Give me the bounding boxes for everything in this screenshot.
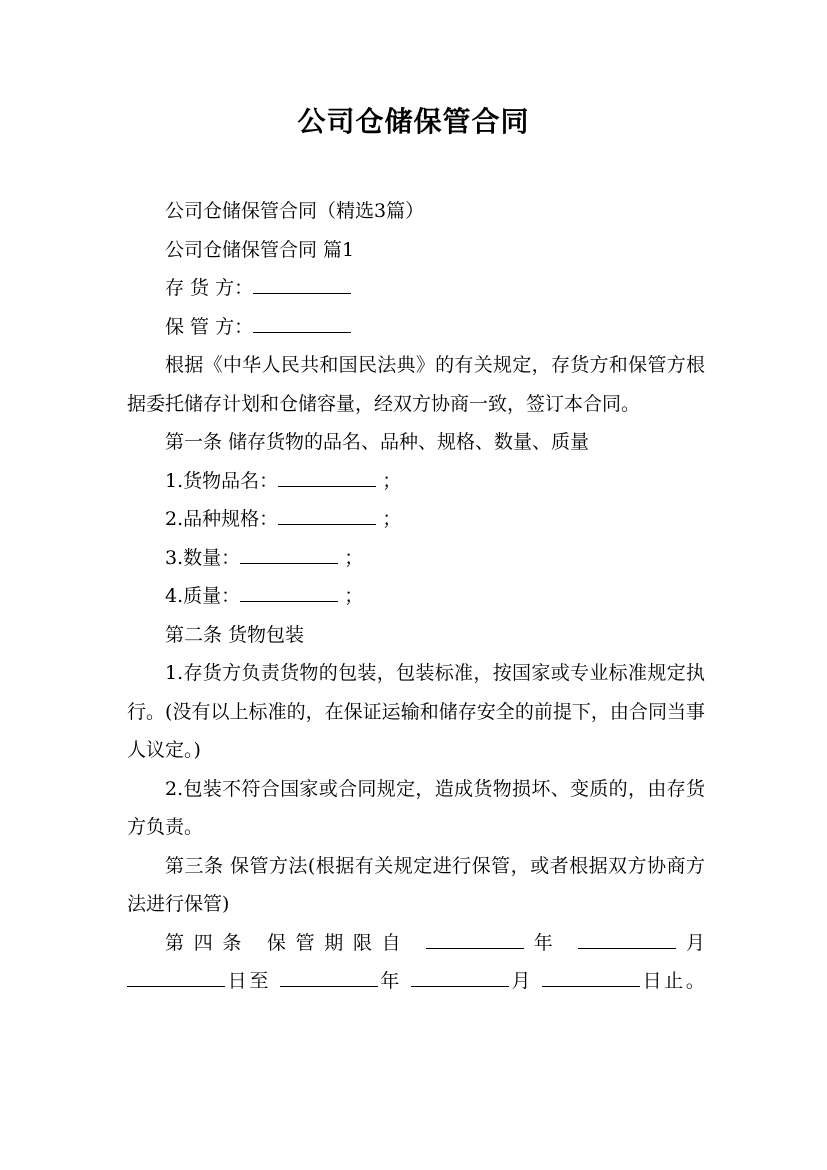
item-end: ； [382, 508, 402, 530]
article-1-heading: 第一条 储存货物的品名、品种、规格、数量、质量 [165, 431, 590, 453]
article-4-line-2 [127, 962, 705, 1001]
item-label: 3.数量： [165, 546, 241, 569]
article-2-paragraph-1: 1.存货方负责货物的包装，包装标准，按国家或专业标准规定执行。(没有以上标准的，在保证运输和储存安全的前提下，由合同当事人议定。) [127, 662, 705, 761]
document-body [127, 192, 705, 1001]
item-end: ； [344, 585, 364, 607]
fill-blank [280, 966, 378, 987]
subtitle-line: 公司仓储保管合同（精选3篇） [165, 200, 425, 222]
item-end: ； [382, 469, 402, 492]
article-2-heading: 第二条 货物包装 [165, 623, 305, 646]
item-label: 4.质量： [165, 585, 241, 607]
item-goods-name [127, 462, 705, 501]
custodian-blank [253, 312, 351, 333]
date-unit: 日至 [225, 970, 272, 992]
fill-blank [426, 928, 524, 949]
item-quantity [127, 539, 705, 578]
date-unit: 年 [524, 931, 563, 954]
fill-blank [278, 504, 376, 525]
date-unit: 年 [377, 970, 403, 992]
item-spec [127, 500, 705, 539]
depositor-blank [253, 273, 351, 294]
depositor-label: 存 货 方： [165, 277, 254, 299]
fill-blank [127, 966, 225, 987]
article-2-paragraph-2: 2.包装不符合国家或合同规定，造成货物损坏、变质的，由存货方负责。 [127, 777, 705, 838]
fill-blank [542, 966, 640, 987]
fill-blank [240, 581, 338, 602]
item-end: ； [344, 546, 364, 569]
preamble-paragraph: 根据《中华人民共和国民法典》的有关规定，存货方和保管方根据委托储存计划和仓储容量，经双方协商一致，签订本合同。 [127, 354, 705, 415]
custodian-label: 保 管 方： [165, 315, 254, 338]
document-title: 公司仓储保管合同 [297, 105, 530, 138]
date-end: 日止。 [639, 970, 705, 992]
item-label: 1.货物品名： [165, 469, 279, 492]
article-4-line-1 [127, 924, 705, 963]
fill-blank [578, 928, 676, 949]
date-unit: 月 [676, 931, 705, 954]
article-4-lead: 第四条 保管期限自 [165, 931, 411, 954]
section-heading: 公司仓储保管合同 篇1 [165, 238, 355, 261]
fill-blank [411, 966, 509, 987]
item-label: 2.品种规格： [165, 508, 279, 530]
article-3-paragraph: 第三条 保管方法(根据有关规定进行保管，或者根据双方协商方法进行保管) [127, 854, 705, 915]
fill-blank [240, 543, 338, 564]
custodian-line [127, 308, 705, 347]
depositor-line [127, 269, 705, 308]
date-unit: 月 [508, 970, 534, 992]
item-quality [127, 577, 705, 616]
fill-blank [278, 466, 376, 487]
